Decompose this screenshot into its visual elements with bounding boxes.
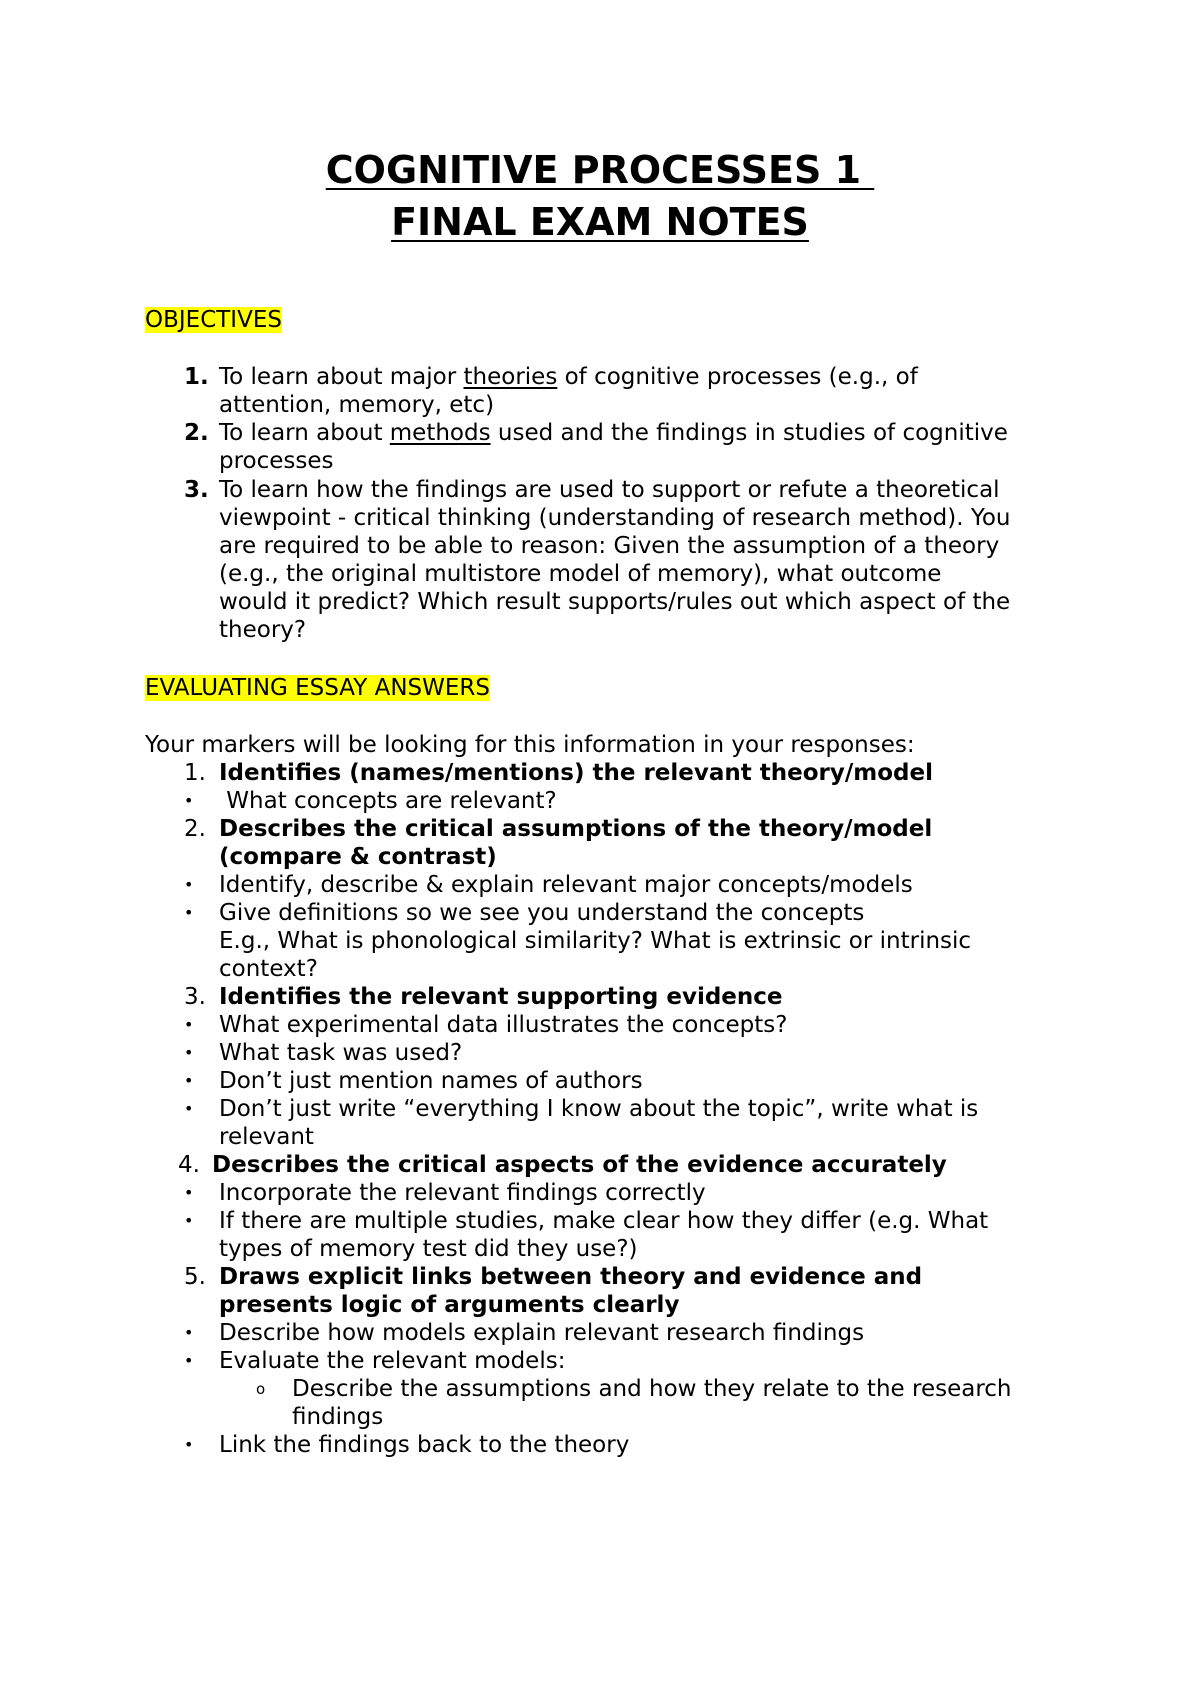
- bullet-item: Don’t just mention names of authors: [219, 1068, 643, 1094]
- bullet-icon: •: [184, 1211, 194, 1230]
- criterion-heading: Identifies the relevant supporting evidence: [219, 984, 783, 1010]
- bullet-icon: •: [184, 1043, 194, 1062]
- essay-heading: EVALUATING ESSAY ANSWERS: [145, 675, 491, 701]
- bullet-icon: •: [184, 1071, 194, 1090]
- bullet-icon: •: [184, 1435, 194, 1454]
- sub-bullet-item: Describe the assumptions and how they relate to the research: [292, 1376, 1012, 1402]
- criterion-number: 4.: [178, 1152, 200, 1178]
- bullet-item: Link the findings back to the theory: [219, 1432, 630, 1458]
- objective-item-3-cont: would it predict? Which result supports/rules out which aspect of the: [219, 589, 1011, 615]
- criterion-heading: Draws explicit links between theory and evidence and: [219, 1264, 923, 1290]
- bullet-icon: •: [184, 1015, 194, 1034]
- bullet-item: What experimental data illustrates the concepts?: [219, 1012, 788, 1038]
- objectives-heading: OBJECTIVES: [145, 307, 282, 333]
- criterion-heading-cont: presents logic of arguments clearly: [219, 1292, 680, 1318]
- objective-item-1: To learn about major theories of cognitive processes (e.g., of: [219, 364, 918, 390]
- objective-item-2-cont: processes: [219, 448, 334, 474]
- document-title-line1: COGNITIVE PROCESSES 1: [325, 148, 875, 192]
- objective-number: 1.: [184, 364, 209, 390]
- bullet-item-cont: types of memory test did they use?): [219, 1236, 638, 1262]
- criterion-heading: Identifies (names/mentions) the relevant theory/model: [219, 760, 933, 786]
- objective-item-3-cont: are required to be able to reason: Given the assumption of a theory: [219, 533, 1000, 559]
- bullet-icon: •: [184, 903, 194, 922]
- bullet-item-cont: E.g., What is phonological similarity? What is extrinsic or intrinsic: [219, 928, 972, 954]
- bullet-item: What task was used?: [219, 1040, 463, 1066]
- criterion-heading: Describes the critical aspects of the evidence accurately: [212, 1152, 947, 1178]
- objective-number: 2.: [184, 420, 209, 446]
- bullet-icon: •: [184, 1323, 194, 1342]
- objective-item-3-cont: theory?: [219, 617, 307, 643]
- objective-item-3-cont: (e.g., the original multistore model of memory), what outcome: [219, 561, 942, 587]
- bullet-icon: •: [184, 1183, 194, 1202]
- bullet-item: Evaluate the relevant models:: [219, 1348, 566, 1374]
- criterion-heading: Describes the critical assumptions of the theory/model: [219, 816, 933, 842]
- bullet-icon: •: [184, 1351, 194, 1370]
- bullet-item-cont: relevant: [219, 1124, 314, 1150]
- bullet-item: Give definitions so we see you understand the concepts: [219, 900, 865, 926]
- document-title-line2: FINAL EXAM NOTES: [391, 200, 809, 244]
- bullet-item: Identify, describe & explain relevant major concepts/models: [219, 872, 913, 898]
- bullet-item: If there are multiple studies, make clear how they differ (e.g. What: [219, 1208, 989, 1234]
- sub-bullet-icon: o: [256, 1380, 266, 1398]
- bullet-icon: •: [184, 791, 194, 810]
- criterion-number: 5.: [184, 1264, 206, 1290]
- objective-item-1-cont: attention, memory, etc): [219, 392, 495, 418]
- objective-item-3: To learn how the findings are used to support or refute a theoretical: [219, 477, 1000, 503]
- criterion-number: 3.: [184, 984, 206, 1010]
- bullet-item: Don’t just write “everything I know about the topic”, write what is: [219, 1096, 979, 1122]
- bullet-item: What concepts are relevant?: [219, 788, 557, 814]
- criterion-number: 1.: [184, 760, 206, 786]
- objective-item-2: To learn about methods used and the findings in studies of cognitive: [219, 420, 1008, 446]
- bullet-icon: •: [184, 875, 194, 894]
- bullet-icon: •: [184, 1099, 194, 1118]
- objective-number: 3.: [184, 477, 209, 503]
- criterion-number: 2.: [184, 816, 206, 842]
- essay-intro: Your markers will be looking for this information in your responses:: [145, 732, 915, 758]
- theories-underlined: theories: [463, 364, 558, 390]
- bullet-item: Describe how models explain relevant research findings: [219, 1320, 865, 1346]
- bullet-item: Incorporate the relevant findings correctly: [219, 1180, 706, 1206]
- methods-underlined: methods: [389, 420, 491, 446]
- criterion-heading-cont: (compare & contrast): [219, 844, 497, 870]
- bullet-item-cont: context?: [219, 956, 318, 982]
- objective-item-3-cont: viewpoint - critical thinking (understanding of research method). You: [219, 505, 1011, 531]
- sub-bullet-item-cont: findings: [292, 1404, 384, 1430]
